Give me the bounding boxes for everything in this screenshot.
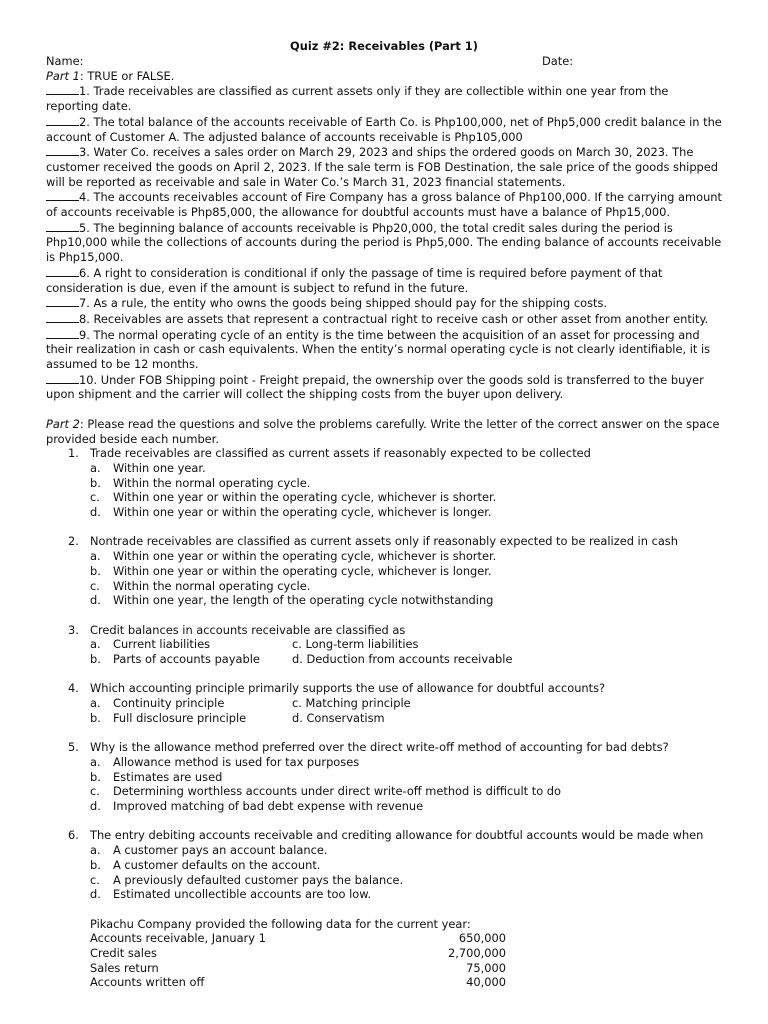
option	[90, 549, 722, 564]
part2-label: Part 2	[46, 416, 80, 431]
quiz-page	[46, 39, 722, 990]
option-letter: d.	[90, 799, 101, 814]
option-text: Within one year or within the operating cycle, whichever is shorter.	[113, 490, 497, 505]
part2-questions	[46, 446, 722, 902]
question-options	[46, 637, 722, 666]
question-text: Why is the allowance method preferred over the direct write-off method of accounting for bad debts?	[90, 740, 669, 755]
tf-item	[46, 372, 722, 402]
option-letter: c.	[90, 578, 100, 593]
option-text: Current liabilities	[113, 637, 211, 652]
option-text: Within one year.	[113, 460, 206, 475]
option-right: c. Long-term liabilities	[292, 637, 419, 652]
option-text: Within one year, the length of the operating cycle notwithstanding	[113, 593, 494, 608]
part1-instruction: : TRUE or FALSE.	[79, 68, 175, 83]
question-text: Trade receivables are classified as current assets if reasonably expected to be collected	[90, 446, 591, 461]
tf-item-text: 3. Water Co. receives a sales order on March 29, 2023 and ships the ordered goods on March 30, 2023. The customer received the goods on April 2, 2023. If the sale term is FOB Destination, the sale price of the goods shipped will be reported as receivable and sale in Water Co.’s March 31, 2023 financial statements.	[46, 145, 719, 189]
option-letter: b.	[90, 652, 101, 667]
part1-items	[46, 83, 722, 402]
question-options	[46, 549, 722, 608]
option	[90, 593, 722, 608]
option-row	[90, 652, 722, 667]
option	[90, 873, 722, 888]
tf-item-text: 9. The normal operating cycle of an entity is the time between the acquisition of an asset for processing and their realization in cash or cash equivalents. When the entity’s normal operating cycle is not clearly identifiable, it is assumed to be 12 months.	[46, 327, 711, 372]
option-text: Within the normal operating cycle.	[113, 475, 311, 490]
data-value: 2,700,000	[448, 946, 506, 961]
tf-item-text: 6. A right to consideration is conditional if only the passage of time is required before payment of that consideration is due, even if the amount is subject to refund in the future.	[46, 265, 663, 295]
option	[90, 476, 722, 491]
part1-label: Part 1	[46, 68, 80, 83]
option-letter: d.	[90, 593, 101, 608]
tf-item-text: 4. The accounts receivables account of Fire Company has a gross balance of Php100,000. If the carrying amount of accounts receivable is Php85,000, the allowance for doubtful accounts must have a balance of Php15,000.	[46, 190, 722, 220]
option	[90, 490, 722, 505]
answer-blank[interactable]	[46, 189, 79, 201]
question	[46, 446, 722, 461]
option-text: Within one year or within the operating cycle, whichever is shorter.	[113, 549, 497, 564]
option-row	[90, 696, 722, 711]
option-letter: a.	[90, 843, 101, 858]
tf-item	[46, 265, 722, 295]
answer-blank[interactable]	[46, 114, 79, 126]
answer-blank[interactable]	[46, 83, 79, 95]
problem-intro: Pikachu Company provided the following data for the current year:	[90, 916, 471, 931]
answer-blank[interactable]	[46, 265, 79, 277]
question-text: Credit balances in accounts receivable are classified as	[90, 622, 406, 637]
tf-item	[46, 189, 722, 219]
data-row	[90, 946, 506, 961]
data-label: Sales return	[90, 960, 159, 975]
tf-item-text: 5. The beginning balance of accounts receivable is Php20,000, the total credit sales during the period is Php10,000 while the collections of accounts during the period is Php5,000. The ending balance of accounts receivable is Php15,000.	[46, 220, 722, 265]
option-text: Estimates are used	[113, 769, 223, 784]
question-options	[46, 696, 722, 725]
option-text: Allowance method is used for tax purposes	[113, 754, 360, 769]
option-text: Improved matching of bad debt expense with revenue	[113, 799, 424, 814]
spacer	[46, 520, 722, 535]
option-letter: b.	[90, 563, 101, 578]
question-number: 2.	[68, 534, 79, 549]
option	[90, 505, 722, 520]
option-text: Continuity principle	[113, 696, 225, 711]
data-value: 650,000	[458, 931, 506, 946]
answer-blank[interactable]	[46, 144, 79, 156]
option-letter: d.	[90, 505, 101, 520]
option-letter: b.	[90, 769, 101, 784]
data-label: Accounts written off	[90, 975, 205, 990]
part2-instruction: : Please read the questions and solve the problems carefully. Write the letter of the correct answer on the space provided beside each number.	[46, 416, 720, 446]
option-left	[90, 637, 292, 652]
option-letter: b.	[90, 857, 101, 872]
tf-item-text: 10. Under FOB Shipping point - Freight prepaid, the ownership over the goods sold is transferred to the buyer upon shipment and the carrier will collect the shipping costs from the buyer upon delivery.	[46, 372, 704, 402]
option-left	[90, 652, 292, 667]
option-letter: b.	[90, 710, 101, 725]
option-letter: a.	[90, 549, 101, 564]
option-letter: a.	[90, 637, 101, 652]
tf-item	[46, 83, 722, 113]
question	[46, 828, 722, 843]
part1-heading	[46, 69, 722, 84]
option	[90, 858, 722, 873]
tf-item	[46, 295, 722, 311]
option-text: Within one year or within the operating cycle, whichever is longer.	[113, 505, 492, 520]
question-number: 5.	[68, 740, 79, 755]
question-number: 1.	[68, 446, 79, 461]
quiz-title: Quiz #2: Receivables (Part 1)	[290, 39, 478, 53]
option-right: d. Deduction from accounts receivable	[292, 652, 513, 667]
tf-item	[46, 114, 722, 144]
option-row	[90, 637, 722, 652]
answer-blank[interactable]	[46, 295, 79, 307]
data-row	[90, 961, 506, 976]
option-text: Within one year or within the operating cycle, whichever is longer.	[113, 563, 492, 578]
option-right: c. Matching principle	[292, 696, 411, 711]
name-label: Name:	[46, 53, 84, 68]
question-options	[46, 843, 722, 902]
option-letter: c.	[90, 490, 100, 505]
option-letter: a.	[90, 460, 101, 475]
tf-item-text: 7. As a rule, the entity who owns the goods being shipped should pay for the shipping costs.	[79, 296, 608, 311]
tf-item-text: 2. The total balance of the accounts receivable of Earth Co. is Php100,000, net of Php5,000 credit balance in the account of Customer A. The adjusted balance of accounts receivable is Php105,000	[46, 114, 722, 144]
spacer	[46, 608, 722, 623]
question	[46, 534, 722, 549]
option-text: Full disclosure principle	[113, 710, 247, 725]
option-text: A customer pays an account balance.	[113, 843, 328, 858]
question-options	[46, 461, 722, 520]
question	[46, 681, 722, 696]
option	[90, 755, 722, 770]
option-letter: a.	[90, 696, 101, 711]
option-text: A previously defaulted customer pays the balance.	[113, 872, 404, 887]
data-label: Accounts receivable, January 1	[90, 931, 266, 946]
problem-data	[46, 917, 722, 991]
data-value: 75,000	[466, 960, 506, 975]
data-row	[90, 975, 506, 990]
question-number: 4.	[68, 681, 79, 696]
answer-blank[interactable]	[46, 372, 79, 384]
question	[46, 623, 722, 638]
option-text: Estimated uncollectible accounts are too low.	[113, 887, 372, 902]
question-number: 6.	[68, 828, 79, 843]
question-text: Nontrade receivables are classified as current assets only if reasonably expected to be realized in cash	[90, 534, 678, 549]
question-options	[46, 755, 722, 814]
option-row	[90, 711, 722, 726]
option-text: Within the normal operating cycle.	[113, 578, 311, 593]
question-number: 3.	[68, 622, 79, 637]
option	[90, 564, 722, 579]
answer-blank[interactable]	[46, 220, 79, 232]
answer-blank[interactable]	[46, 327, 79, 339]
question-text: The entry debiting accounts receivable and crediting allowance for doubtful accounts would be made when	[90, 828, 704, 843]
tf-item	[46, 311, 722, 327]
option-letter: c.	[90, 872, 100, 887]
option	[90, 579, 722, 594]
data-label: Credit sales	[90, 946, 157, 961]
option	[90, 461, 722, 476]
spacer	[46, 667, 722, 682]
tf-item-text: 8. Receivables are assets that represent a contractual right to receive cash or other asset from another entity.	[79, 311, 709, 326]
data-row	[90, 931, 506, 946]
option	[90, 784, 722, 799]
date-label: Date:	[542, 53, 574, 68]
option	[90, 887, 722, 902]
option-left	[90, 711, 292, 726]
option	[90, 770, 722, 785]
spacer	[46, 814, 722, 829]
tf-item	[46, 327, 722, 372]
option-text: Parts of accounts payable	[113, 652, 260, 667]
question-text: Which accounting principle primarily supports the use of allowance for doubtful accounts?	[90, 681, 606, 696]
option-letter: a.	[90, 754, 101, 769]
tf-item	[46, 144, 722, 189]
spacer	[46, 726, 722, 741]
option-right: d. Conservatism	[292, 710, 385, 725]
option-left	[90, 696, 292, 711]
question	[46, 740, 722, 755]
option-letter: d.	[90, 887, 101, 902]
tf-item	[46, 220, 722, 265]
option-text: Determining worthless accounts under direct write-off method is difficult to do	[113, 784, 561, 799]
name-date-row	[46, 54, 722, 69]
option	[90, 843, 722, 858]
option	[90, 799, 722, 814]
option-letter: c.	[90, 784, 100, 799]
data-value: 40,000	[466, 975, 506, 990]
option-text: A customer defaults on the account.	[113, 857, 321, 872]
option-letter: b.	[90, 475, 101, 490]
part2-heading	[46, 417, 722, 446]
tf-item-text: 1. Trade receivables are classified as current assets only if they are collectible within one year from the reporting date.	[46, 84, 669, 114]
answer-blank[interactable]	[46, 311, 79, 323]
